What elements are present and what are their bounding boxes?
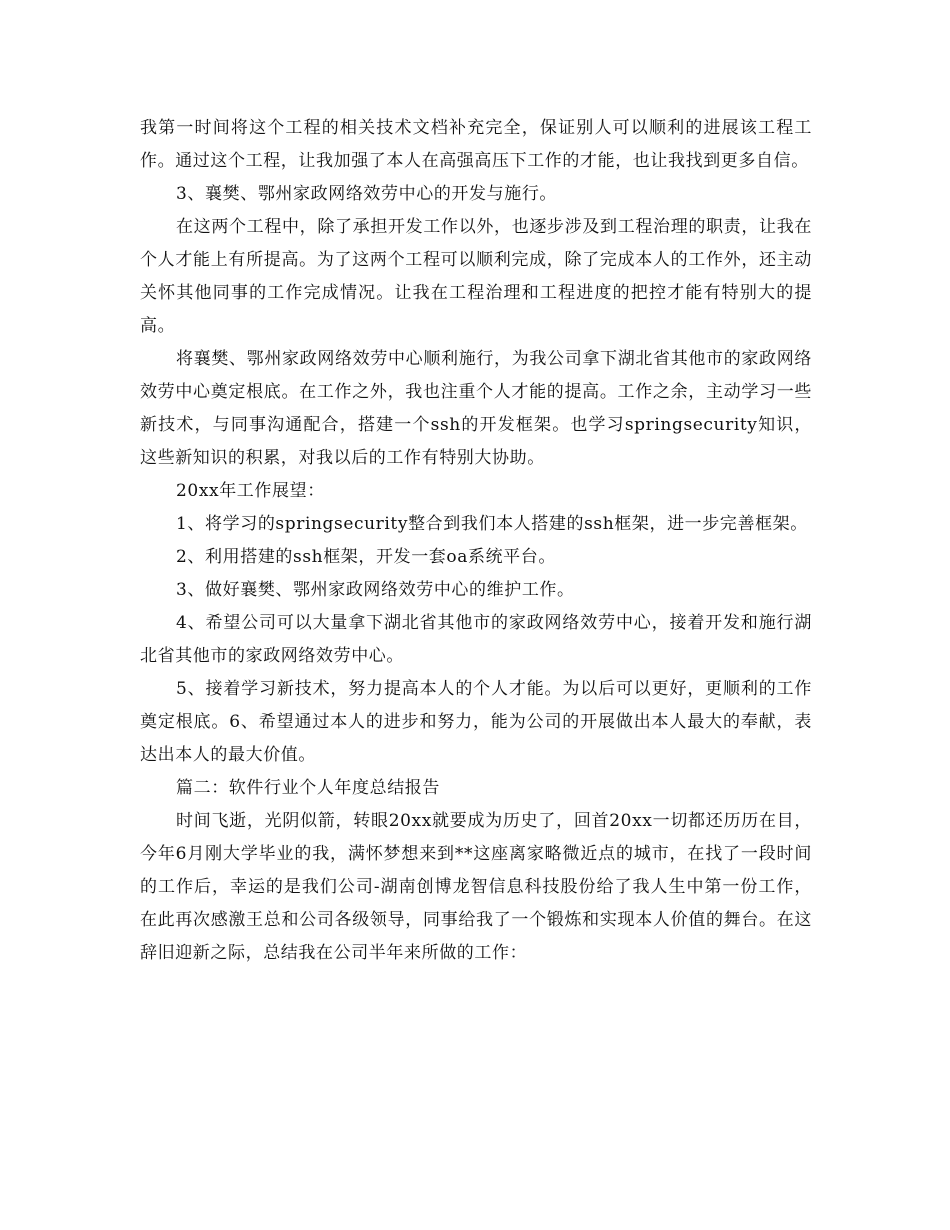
paragraph-10: 5、接着学习新技术，努力提高本人的个人才能。为以后可以更好，更顺利的工作奠定根底。6、希望通过本人的进步和努力，能为公司的开展做出本人最大的奉献，表达出本人的最大价值。 <box>140 679 812 765</box>
section-heading: 篇二：软件行业个人年度总结报告 <box>176 778 440 798</box>
paragraph-9: 4、希望公司可以大量拿下湖北省其他市的家政网络效劳中心，接着开发和施行湖北省其他市的家政网络效劳中心。 <box>140 613 812 666</box>
paragraph-7: 2、利用搭建的ssh框架，开发一套oa系统平台。 <box>176 547 556 567</box>
paragraph-1: 我第一时间将这个工程的相关技术文档补充完全，保证别人可以顺利的进展该工程工作。通过这个工程，让我加强了本人在高强高压下工作的才能，也让我找到更多自信。 <box>140 118 812 171</box>
paragraph-4: 将襄樊、鄂州家政网络效劳中心顺利施行，为我公司拿下湖北省其他市的家政网络效劳中心奠定根底。在工作之外，我也注重个人才能的提高。工作之余，主动学习一些新技术，与同事沟通配合，搭建一个ssh的开发框架。也学习springsecurity知识，这些新知识的积累，对我以后的工作有特别大协助。 <box>140 349 812 468</box>
paragraph-3: 在这两个工程中，除了承担开发工作以外，也逐步涉及到工程治理的职责，让我在个人才能上有所提高。为了这两个工程可以顺利完成，除了完成本人的工作外，还主动关怀其他同事的工作完成情况。让我在工程治理和工程进度的把控才能有特别大的提高。 <box>140 217 812 336</box>
paragraph-2: 3、襄樊、鄂州家政网络效劳中心的开发与施行。 <box>176 184 558 204</box>
paragraph-6: 1、将学习的springsecurity整合到我们本人搭建的ssh框架，进一步完善框架。 <box>176 514 808 534</box>
paragraph-8: 3、做好襄樊、鄂州家政网络效劳中心的维护工作。 <box>176 580 575 600</box>
paragraph-5: 20xx年工作展望： <box>176 481 325 501</box>
document-page <box>140 112 812 970</box>
paragraph-12: 时间飞逝，光阴似箭，转眼20xx就要成为历史了，回首20xx一切都还历历在目，今年6月刚大学毕业的我，满怀梦想来到**这座离家略微近点的城市，在找了一段时间的工作后，幸运的是我们公司-湖南创博龙智信息科技股份给了我人生中第一份工作，在此再次感激王总和公司各级领导，同事给我了一个锻炼和实现本人价值的舞台。在这辞旧迎新之际，总结我在公司半年来所做的工作： <box>140 811 812 963</box>
